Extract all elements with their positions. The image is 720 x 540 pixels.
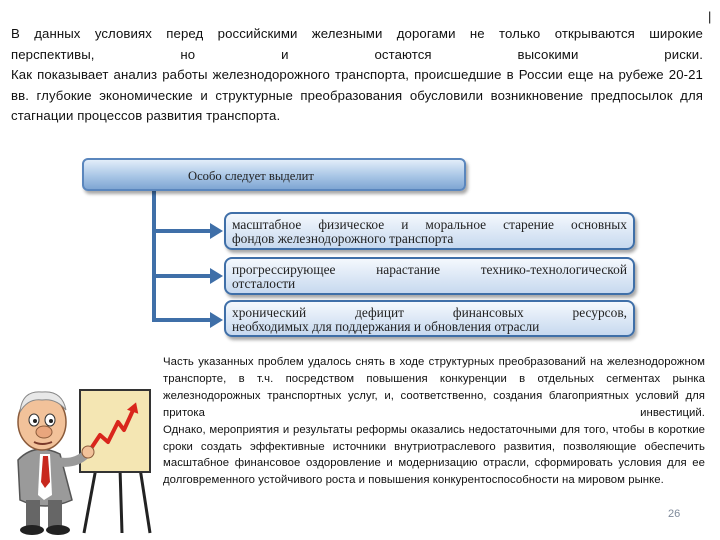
issue-item-tech-lag xyxy=(224,257,635,295)
issue-item-line-2: отсталости xyxy=(232,276,296,291)
intro-line-1: В данных условиях перед российскими железными дорогами не только открываются широкие xyxy=(11,26,703,41)
body-text xyxy=(163,354,705,489)
diagram-header: Особо следует выделит xyxy=(82,158,466,191)
body-paragraph-1: Часть указанных проблем удалось снять в ходе структурных преобразований на железнодорожном транспорте, в т.ч. посредством повышения конкуренции в отдельных сегментах рынка железнодорожных транспортных услуг, и, соответственно, создания благоприятных условий для притока инвестиций. xyxy=(163,356,705,419)
issue-item-aging-assets xyxy=(224,212,635,250)
arrow-icon xyxy=(210,223,223,239)
issue-item-funding-deficit xyxy=(224,300,635,337)
connector-branch-2 xyxy=(152,274,212,278)
connector-branch-1 xyxy=(152,229,212,233)
intro-paragraph: Как показывает анализ работы железнодорожного транспорта, происшедшие в России еще на рубеже 20-21 вв. глубокие экономические и структурные преобразования обусловили возникновение предпосылок для стагнации процессов развития транспорта. xyxy=(11,67,703,123)
issue-item-line-1: прогрессирующее нарастание технико-технологической xyxy=(232,262,627,277)
page-number: 26 xyxy=(668,508,681,520)
arrow-icon xyxy=(210,312,223,328)
presenter-illustration xyxy=(0,350,160,535)
issue-item-line-2: фондов железнодорожного транспорта xyxy=(232,231,454,246)
body-paragraph-2: Однако, мероприятия и результаты реформы оказались недостаточными для того, чтобы в короткие сроки создать эффективные источники внутриотраслевого развития, позволяющие обеспечить масштабное финансовое оздоровление и модернизацию отрасли, сформировать условия для ее долговременного устойчивого роста и повышения конкурентоспособности на мировом рынке. xyxy=(163,423,705,487)
issue-item-line-2: необходимых для поддержания и обновления отрасли xyxy=(232,319,540,334)
intro-line-2: перспективы, но и остаются высокими риски. xyxy=(11,46,703,62)
connector-trunk xyxy=(152,191,156,321)
issue-item-line-1: хронический дефицит финансовых ресурсов, xyxy=(232,305,627,320)
easel-icon xyxy=(80,390,150,533)
corner-mark: | xyxy=(708,9,712,24)
issue-item-line-1: масштабное физическое и моральное старение основных xyxy=(232,217,627,232)
connector-branch-3 xyxy=(152,318,212,322)
arrow-icon xyxy=(210,268,223,284)
